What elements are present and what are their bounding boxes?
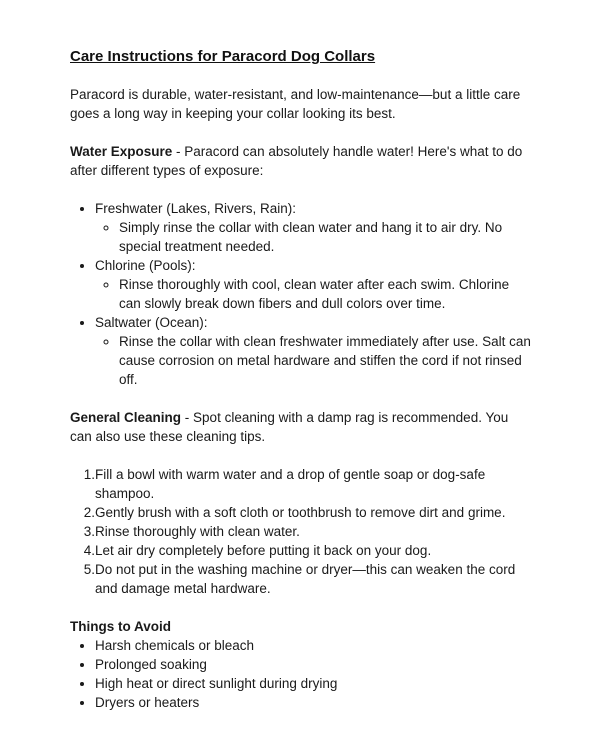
general-cleaning-heading: General Cleaning — [70, 410, 182, 425]
cleaning-steps-list — [70, 465, 532, 598]
list-item-label: Freshwater (Lakes, Rivers, Rain): — [95, 201, 297, 216]
things-to-avoid-heading: Things to Avoid — [70, 619, 171, 634]
step-item: Fill a bowl with warm water and a drop of gentle soap or dog-safe shampoo. — [95, 467, 486, 501]
general-cleaning-text: - Spot cleaning with a damp rag is recommended. You can also use these cleaning tips. — [70, 410, 509, 444]
intro-paragraph: Paracord is durable, water-resistant, and low-maintenance—but a little care goes a long way in keeping your collar looking its best. — [70, 87, 521, 121]
things-to-avoid-list — [70, 636, 532, 712]
avoid-item: • High heat or direct sunlight during drying — [95, 674, 532, 693]
water-exposure-text: - Paracord can absolutely handle water! Here's what to do after different types of exposure: — [70, 144, 523, 178]
list-item-label: Saltwater (Ocean): — [95, 315, 208, 330]
avoid-item: • Harsh chemicals or bleach — [95, 636, 532, 655]
sub-list — [95, 275, 532, 313]
sub-list — [95, 218, 532, 256]
water-exposure-list — [70, 199, 532, 389]
water-exposure-paragraph — [70, 142, 532, 180]
sub-list-item: ◦ Simply rinse the collar with clean water and hang it to air dry. No special treatment needed. — [119, 218, 532, 256]
general-cleaning-paragraph — [70, 408, 532, 446]
avoid-item: • Dryers or heaters — [95, 693, 532, 712]
sub-list-item: ◦ Rinse the collar with clean freshwater immediately after use. Salt can cause corrosion on metal hardware and stiffen the cord if not rinsed off. — [119, 332, 532, 389]
step-item: Do not put in the washing machine or dryer—this can weaken the cord and damage metal hardware. — [95, 562, 516, 596]
list-item — [95, 313, 532, 389]
water-exposure-heading: Water Exposure — [70, 144, 173, 159]
avoid-item: • Prolonged soaking — [95, 655, 532, 674]
step-item: Rinse thoroughly with clean water. — [95, 524, 300, 539]
step-item: Gently brush with a soft cloth or toothbrush to remove dirt and grime. — [95, 505, 506, 520]
document-title: Care Instructions for Paracord Dog Collars — [70, 48, 376, 65]
list-item — [95, 256, 532, 313]
sub-list-item: ◦ Rinse thoroughly with cool, clean water after each swim. Chlorine can slowly break down fibers and dull colors over time. — [119, 275, 532, 313]
sub-list — [95, 332, 532, 389]
step-item: Let air dry completely before putting it back on your dog. — [95, 543, 432, 558]
list-item-label: Chlorine (Pools): — [95, 258, 196, 273]
list-item — [95, 199, 532, 256]
